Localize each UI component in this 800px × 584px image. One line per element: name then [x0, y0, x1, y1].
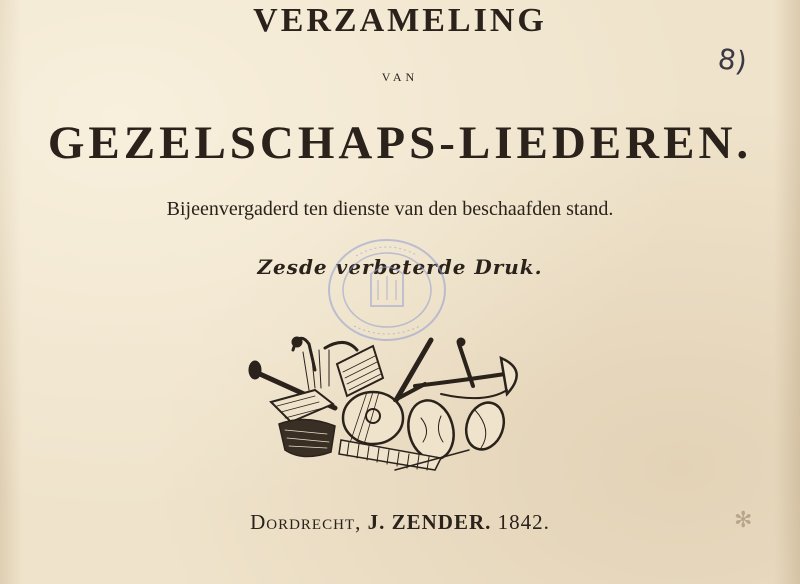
- page-edge-shadow: [774, 0, 800, 584]
- imprint-city: Dordrecht,: [250, 510, 362, 534]
- handwritten-shelf-mark: 8): [715, 42, 749, 79]
- title-line-van: van: [381, 66, 419, 85]
- edition-statement: Zesde verbeterde Druk.: [257, 255, 543, 279]
- musical-instruments-trophy-icon: [245, 330, 535, 480]
- library-stamp-icon: [326, 236, 448, 344]
- paper-stain-icon: ✻: [734, 508, 753, 533]
- subtitle: Bijeenvergaderd ten dienste van den beschaafden stand.: [166, 198, 614, 220]
- title-line-gezelschaps-liederen: GEZELSCHAPS-LIEDEREN.: [47, 117, 753, 169]
- imprint: [0, 510, 800, 535]
- title-line-verzameling: VERZAMELING: [253, 2, 547, 39]
- imprint-publisher: J. ZENDER.: [367, 510, 492, 534]
- imprint-year: 1842.: [497, 510, 550, 534]
